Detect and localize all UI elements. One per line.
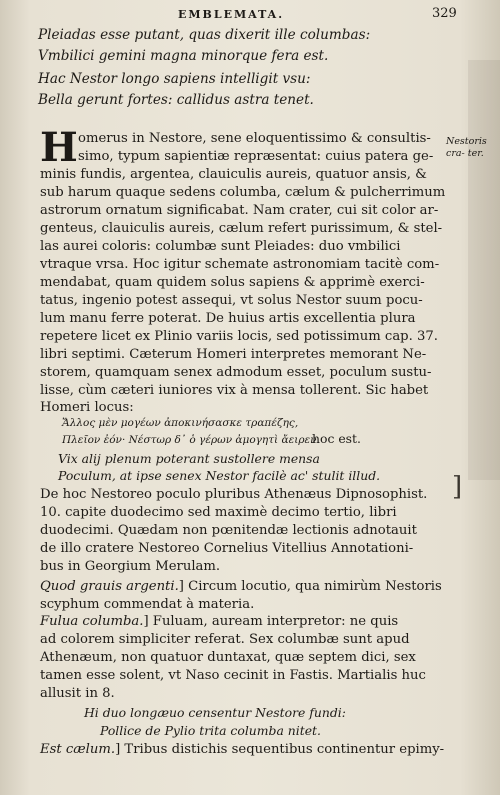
running-head: EMBLEMATA. [178, 8, 285, 21]
paragraph-line: tamen esse solent, vt Naso cecinit in Fastis. Martialis huc [40, 668, 426, 683]
commentary-line: omerus in Nestore, sene eloquentissimo & consultis- [78, 131, 431, 146]
paragraph-line: Athenæum, non quatuor duntaxat, quæ septem dici, sex [40, 650, 416, 665]
lemma-line: scyphum commendat à materia. [40, 597, 255, 612]
greek-line: Ἄλλος μὲν μογέων ἀποκινήσασκε τραπέζης, [62, 417, 299, 429]
commentary-line: mendabat, quam quidem solus sapiens & apprimè exerci- [40, 275, 425, 290]
paragraph-line: 10. capite duodecimo sed maximè decimo tertio, libri [40, 505, 397, 520]
page-number: 329 [432, 6, 457, 21]
commentary-line: las aurei coloris: columbæ sunt Pleiades: duo vmbilici [40, 239, 401, 254]
paragraph-line: bus in Georgium Merulam. [40, 559, 221, 574]
lemma-text: ] Circum locutio, qua nimirùm Nestoris [178, 579, 442, 594]
commentary-line: Homeri locus: [40, 400, 134, 415]
martial-verse: Pollice de Pylio trita columba nitet. [100, 723, 321, 738]
paragraph-line: De hoc Nestoreo poculo pluribus Athenæus Dipnosophist. [40, 487, 428, 502]
commentary-line: sub harum quaque sedens columba, cælum & pulcherrimum [40, 185, 446, 200]
commentary-line: storem, quamquam senex admodum esset, poculum sustu- [40, 365, 432, 380]
lemma-line [40, 613, 398, 630]
latin-verse-line: Poculum, at ipse senex Nestor facilè ac' stulit illud. [58, 468, 381, 483]
paragraph-line: allusit in 8. [40, 686, 115, 701]
lemma-text: ] Fuluam, auream interpretor: ne quis [143, 614, 399, 629]
commentary-line: vtraque vrsa. Hoc igitur schemate astronomiam tacitè com- [40, 257, 440, 272]
commentary-line: repetere licet ex Plinio variis locis, sed potissimum cap. 37. [40, 329, 438, 344]
latin-verse-line: Vix alij plenum poterant sustollere mensa [58, 451, 320, 466]
commentary-line: lum manu ferre poterat. De huius artis excellentia plura [40, 311, 416, 326]
lemma-line [40, 741, 444, 758]
paragraph-line: ad colorem simpliciter referat. Sex columbæ sunt apud [40, 632, 410, 647]
commentary-line: simo, typum sapientiæ repræsentat: cuius patera ge- [78, 149, 434, 164]
martial-verse: Hi duo longæuo censentur Nestore fundi: [84, 705, 346, 720]
bleed-through-shadow [468, 60, 500, 480]
commentary-line: minis fundis, argentea, clauiculis aureis, quatuor ansis, & [40, 167, 427, 182]
commentary-line: lisse, cùm cæteri iuniores vix à mensa tollerent. Sic habet [40, 383, 429, 398]
commentary-line: astrorum ornatum significabat. Nam crater, cui sit color ar- [40, 203, 439, 218]
paragraph-line: de illo cratere Nestoreo Cornelius Vitellius Annotationi- [40, 541, 414, 556]
margin-note: Nestoris cra- ter. [446, 136, 487, 159]
lemma-term: Quod grauis argenti. [40, 579, 179, 594]
margin-bracket: ] [452, 472, 463, 502]
lemma-term: Est cælum. [40, 742, 116, 757]
lemma-term: Fulua columba. [40, 614, 144, 629]
commentary-line: genteus, clauiculis aureis, cælum refert purissimum, & stel- [40, 221, 443, 236]
hoc-est: hoc est. [312, 431, 361, 446]
commentary-line: tatus, ingenio potest assequi, vt solus Nestor suum pocu- [40, 293, 423, 308]
lemma-line [40, 578, 442, 595]
drop-cap: H [40, 124, 78, 171]
greek-line: Πλεῖον ἐόν· Νέστωρ δ᾽ ὁ γέρων ἀμογητὶ ἄειρεν. [62, 434, 320, 446]
paragraph-line: duodecimi. Quædam non pœnitendæ lectionis adnotauit [40, 523, 417, 538]
verse-line: Hac Nestor longo sapiens intelligit vsu: [38, 71, 311, 87]
lemma-text: ] Tribus distichis sequentibus continentur epimy- [115, 742, 445, 757]
verse-line: Pleiadas esse putant, quas dixerit ille columbas: [38, 27, 371, 43]
verse-line: Vmbilici gemini magna minorque fera est. [38, 48, 329, 64]
commentary-line: libri septimi. Cæterum Homeri interpretes memorant Ne- [40, 347, 427, 362]
verse-line: Bella gerunt fortes: callidus astra tenet. [38, 92, 314, 108]
